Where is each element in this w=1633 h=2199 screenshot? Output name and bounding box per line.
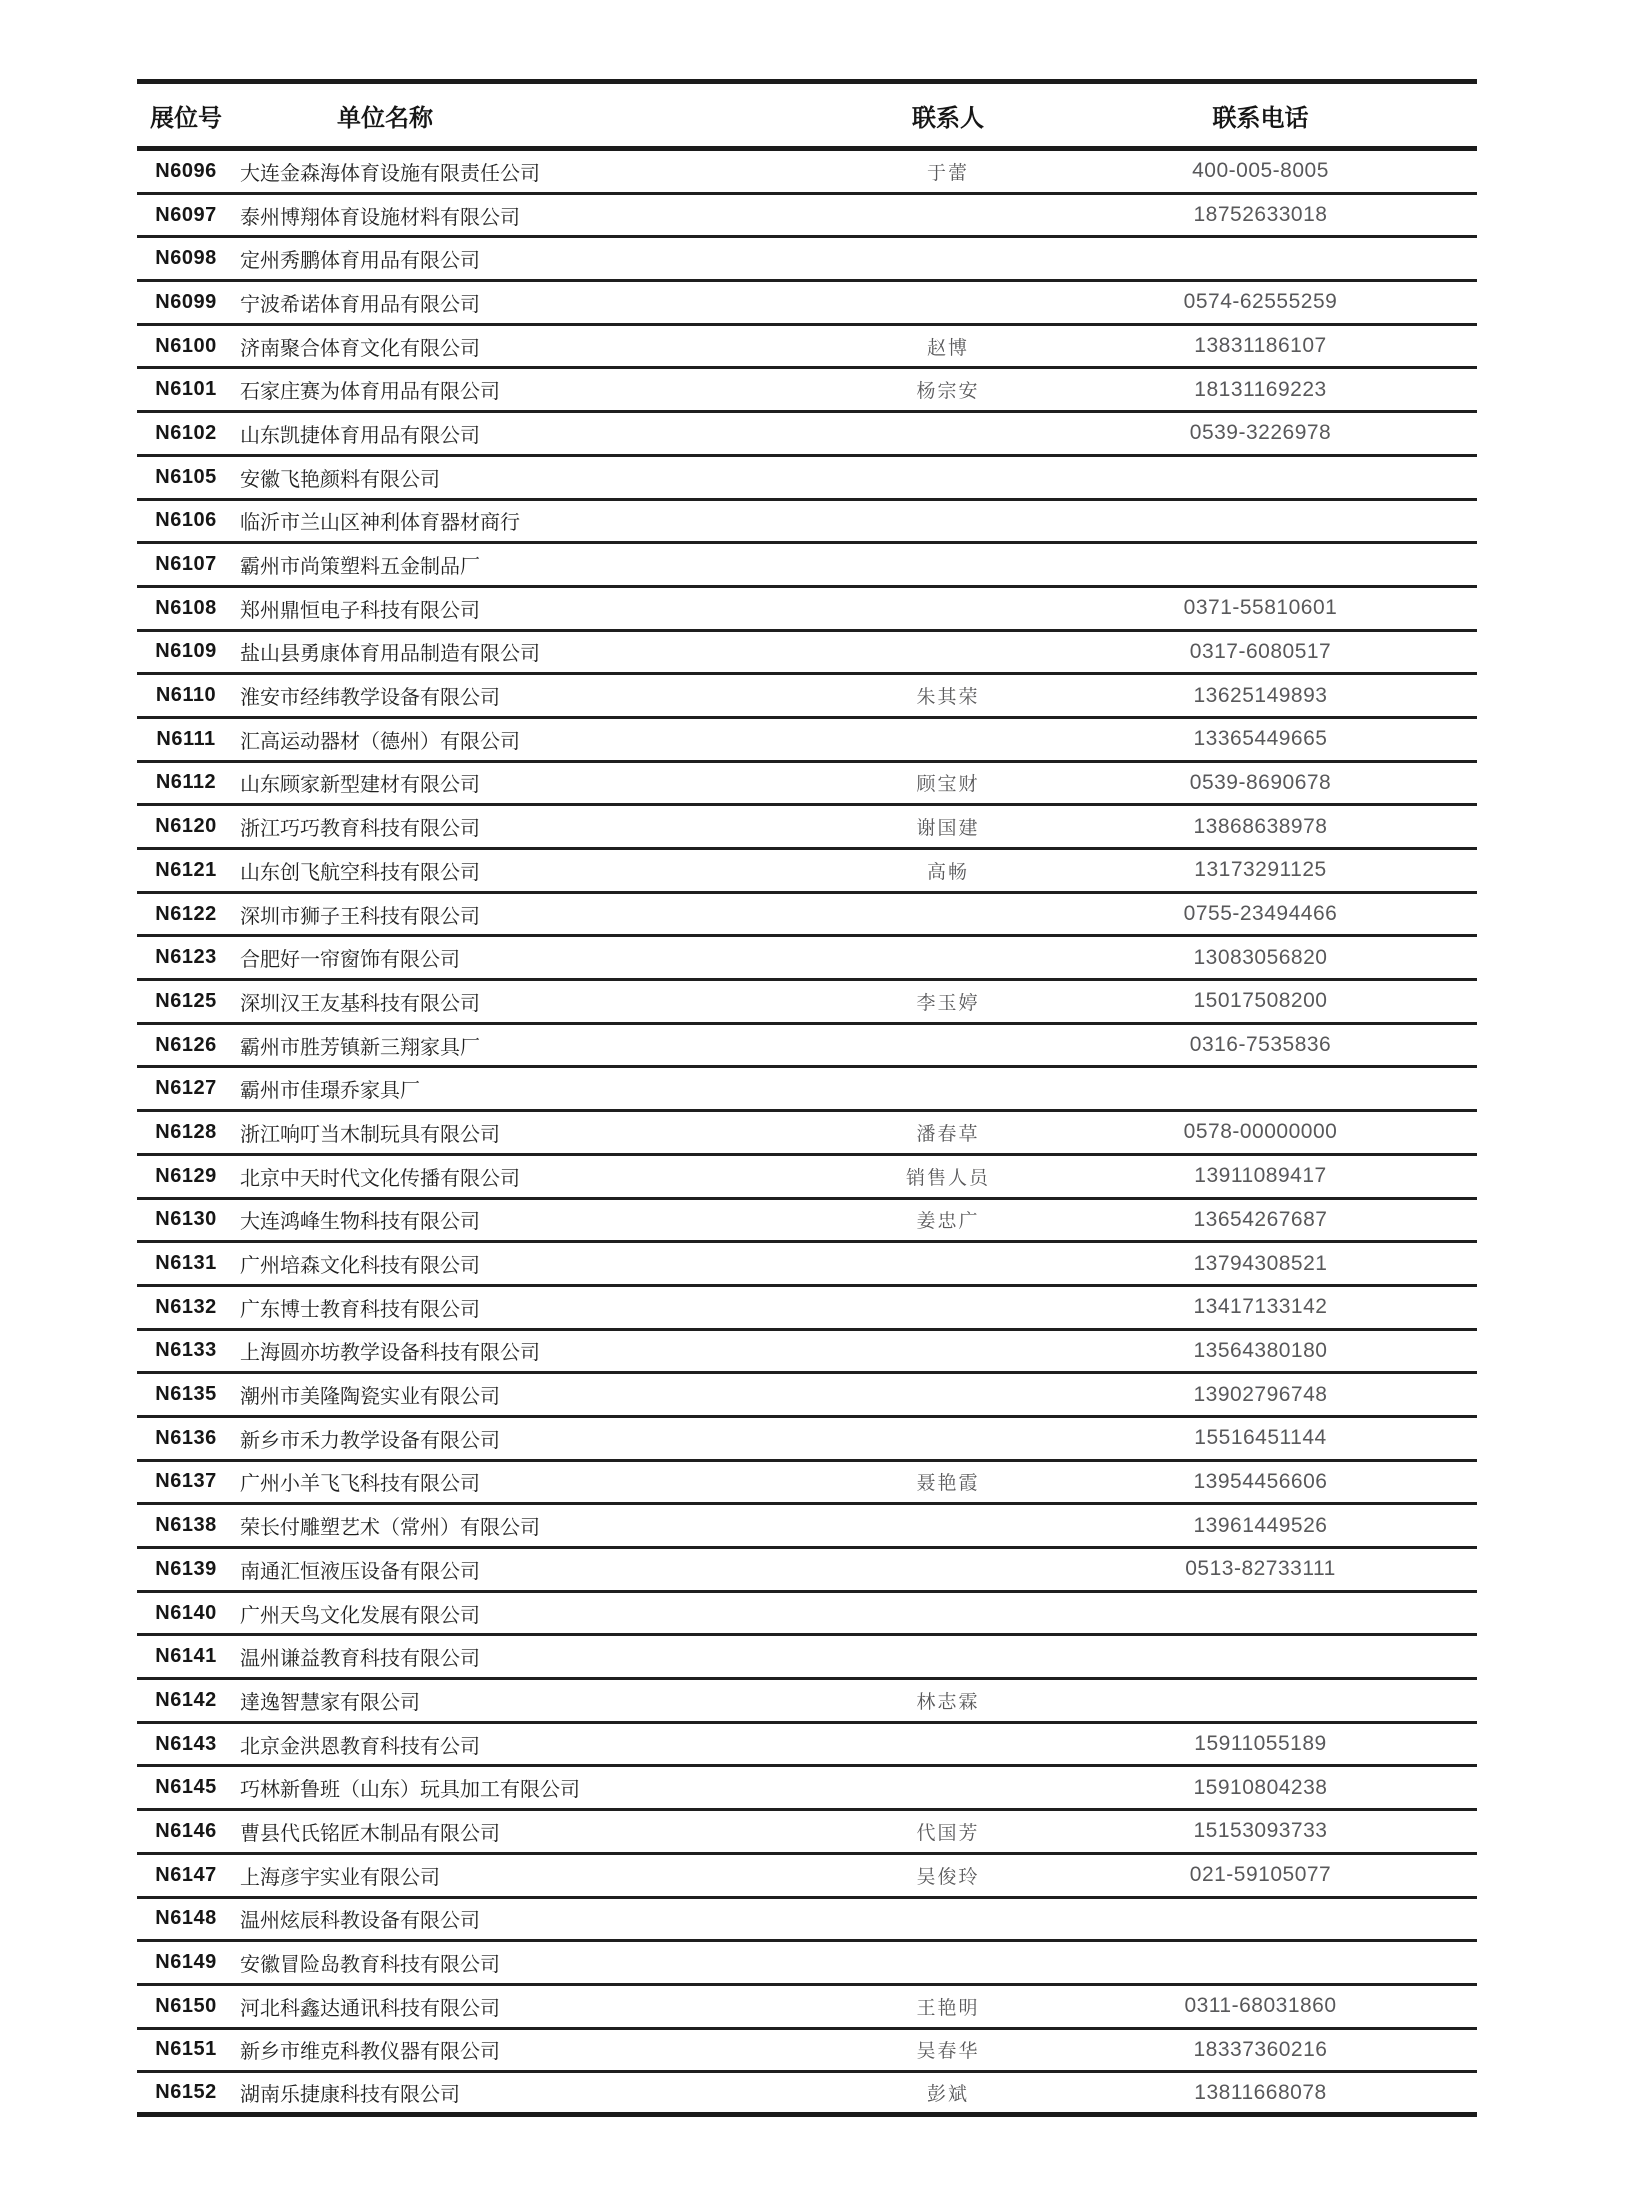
booth-cell: N6149: [155, 1951, 217, 1974]
company-cell: 宁波希诺体育用品有限公司: [240, 293, 480, 316]
company-cell: 合肥好一帘窗饰有限公司: [240, 949, 460, 972]
company-cell: 泰州博翔体育设施材料有限公司: [240, 206, 520, 229]
header-company-name-label: 单位名称: [337, 104, 433, 132]
phone-cell: 13954456606: [1193, 1469, 1328, 1493]
company-cell: 山东凯捷体育用品有限公司: [240, 424, 480, 447]
booth-cell: N6107: [155, 553, 217, 576]
company-cell: 山东创飞航空科技有限公司: [240, 861, 480, 884]
booth-cell: N6127: [155, 1077, 217, 1100]
contact-cell: 谢国建: [916, 818, 980, 840]
company-cell: 浙江巧巧教育科技有限公司: [240, 818, 480, 841]
company-cell: 新乡市禾力教学设备有限公司: [240, 1429, 500, 1452]
table-row: [137, 1243, 1477, 1287]
booth-cell: N6143: [155, 1732, 217, 1755]
company-cell: 盐山县勇康体育用品制造有限公司: [240, 643, 540, 666]
table-row: [137, 1156, 1477, 1200]
booth-cell: N6109: [155, 640, 217, 663]
table-row: [137, 1374, 1477, 1418]
table-row: [137, 501, 1477, 545]
table-row: [137, 1855, 1477, 1899]
phone-cell: 0317-6080517: [1189, 639, 1332, 663]
booth-cell: N6111: [156, 727, 216, 750]
table-row: [137, 1549, 1477, 1593]
table-row: [137, 894, 1477, 938]
phone-cell: 0311-68031860: [1184, 1994, 1337, 2018]
company-cell: 潮州市美隆陶瓷实业有限公司: [240, 1386, 500, 1409]
booth-cell: N6152: [155, 2081, 217, 2104]
contact-cell: 聂艳霞: [916, 1473, 980, 1495]
company-cell: 北京金洪恩教育科技有公司: [240, 1735, 480, 1758]
booth-cell: N6126: [155, 1033, 217, 1056]
contact-cell: 吴春华: [916, 2041, 980, 2063]
booth-cell: N6131: [155, 1252, 217, 1275]
table-row: [137, 1505, 1477, 1549]
table-row: [137, 675, 1477, 719]
booth-cell: N6098: [155, 247, 217, 270]
contact-cell: 李玉婷: [916, 992, 980, 1014]
company-cell: 济南聚合体育文化有限公司: [240, 337, 480, 360]
contact-cell: 于蕾: [926, 162, 969, 184]
company-cell: 霸州市胜芳镇新三翔家具厂: [240, 1036, 480, 1059]
contact-cell: 林志霖: [916, 1691, 980, 1713]
table-row: [137, 1767, 1477, 1811]
phone-cell: 0316-7535836: [1189, 1033, 1332, 1057]
company-cell: 荣长付雕塑艺术（常州）有限公司: [240, 1517, 540, 1540]
booth-cell: N6150: [155, 1994, 217, 2017]
company-cell: 深圳汉王友基科技有限公司: [240, 992, 480, 1015]
phone-cell: 0539-8690678: [1189, 770, 1332, 794]
company-cell: 安徽冒险岛教育科技有限公司: [240, 1954, 500, 1977]
table-row: [137, 1680, 1477, 1724]
company-cell: 湖南乐捷康科技有限公司: [240, 2084, 460, 2107]
contact-cell: 赵博: [926, 337, 969, 359]
phone-cell: 0574-62555259: [1183, 290, 1338, 314]
company-cell: 浙江响叮当木制玩具有限公司: [240, 1123, 500, 1146]
table-row: [137, 1593, 1477, 1637]
table-row: [137, 2030, 1477, 2074]
phone-cell: 15911055189: [1194, 1732, 1327, 1756]
company-cell: 達逸智慧家有限公司: [240, 1691, 420, 1714]
company-cell: 广州小羊飞飞科技有限公司: [240, 1473, 480, 1496]
booth-cell: N6099: [155, 290, 217, 313]
table-row: [137, 151, 1477, 195]
company-cell: 安徽飞艳颜料有限公司: [240, 468, 440, 491]
booth-cell: N6121: [155, 858, 217, 881]
booth-cell: N6136: [155, 1426, 217, 1449]
booth-cell: N6139: [155, 1557, 217, 1580]
booth-cell: N6138: [155, 1514, 217, 1537]
company-cell: 大连金森海体育设施有限责任公司: [240, 162, 540, 185]
phone-cell: 13625149893: [1193, 683, 1328, 707]
booth-cell: N6130: [155, 1208, 217, 1231]
table-row: [137, 1724, 1477, 1768]
company-cell: 汇高运动器材（德州）有限公司: [240, 730, 520, 753]
company-cell: 上海彦宇实业有限公司: [240, 1866, 440, 1889]
company-cell: 霸州市尚策塑料五金制品厂: [240, 556, 480, 579]
header-company-name: [235, 98, 852, 133]
booth-cell: N6105: [155, 465, 217, 488]
booth-cell: N6132: [155, 1295, 217, 1318]
table-row: [137, 1986, 1477, 2030]
booth-cell: N6102: [155, 421, 217, 444]
company-cell: 广州天鸟文化发展有限公司: [240, 1604, 480, 1627]
booth-cell: N6096: [155, 159, 217, 182]
contact-cell: 杨宗安: [916, 381, 980, 403]
table-row: [137, 1942, 1477, 1986]
table-row: [137, 1899, 1477, 1943]
booth-cell: N6125: [155, 989, 217, 1012]
contact-cell: 王艳明: [916, 1997, 980, 2019]
table-row: [137, 1068, 1477, 1112]
phone-cell: 15153093733: [1193, 1819, 1328, 1843]
company-cell: 石家庄赛为体育用品有限公司: [240, 381, 500, 404]
company-cell: 定州秀鹏体育用品有限公司: [240, 250, 480, 273]
table-row: [137, 326, 1477, 370]
table-row: [137, 369, 1477, 413]
table-row: [137, 1200, 1477, 1244]
phone-cell: 15017508200: [1193, 989, 1328, 1013]
booth-cell: N6140: [155, 1601, 217, 1624]
table-row: [137, 544, 1477, 588]
booth-cell: N6142: [155, 1688, 217, 1711]
company-cell: 北京中天时代文化传播有限公司: [240, 1167, 520, 1190]
company-cell: 大连鸿峰生物科技有限公司: [240, 1211, 480, 1234]
phone-cell: 0755-23494466: [1183, 902, 1338, 926]
company-cell: 河北科鑫达通讯科技有限公司: [240, 1997, 500, 2020]
booth-cell: N6123: [155, 946, 217, 969]
booth-cell: N6112: [155, 771, 217, 794]
booth-cell: N6146: [155, 1819, 217, 1842]
contact-cell: 姜忠广: [916, 1211, 980, 1233]
company-cell: 广州培森文化科技有限公司: [240, 1255, 480, 1278]
table-row: [137, 763, 1477, 807]
table-row: [137, 1418, 1477, 1462]
company-cell: 新乡市维克科教仪器有限公司: [240, 2041, 500, 2064]
booth-cell: N6141: [155, 1645, 217, 1668]
booth-cell: N6108: [155, 596, 217, 619]
table-row: [137, 1636, 1477, 1680]
contact-cell: 高畅: [926, 861, 969, 883]
table-row: [137, 195, 1477, 239]
phone-cell: 15516451144: [1194, 1426, 1327, 1450]
phone-cell: 13083056820: [1193, 945, 1328, 969]
phone-cell: 13365449665: [1193, 727, 1328, 751]
contact-cell: 顾宝财: [916, 774, 980, 796]
booth-cell: N6097: [155, 203, 217, 226]
booth-cell: N6106: [155, 509, 217, 532]
booth-cell: N6151: [155, 2038, 217, 2061]
table-row: [137, 238, 1477, 282]
phone-cell: 18752633018: [1193, 203, 1328, 227]
contact-cell: 代国芳: [916, 1822, 980, 1844]
table-row: [137, 1112, 1477, 1156]
phone-cell: 13961449526: [1193, 1513, 1328, 1537]
phone-cell: 0539-3226978: [1189, 421, 1332, 445]
table-row: [137, 1287, 1477, 1331]
company-cell: 淮安市经纬教学设备有限公司: [240, 687, 500, 710]
phone-cell: 13902796748: [1193, 1382, 1328, 1406]
company-cell: 临沂市兰山区神利体育器材商行: [240, 512, 520, 535]
phone-cell: 13654267687: [1193, 1207, 1328, 1231]
table-row: [137, 457, 1477, 501]
table-row: [137, 806, 1477, 850]
phone-cell: 0578-00000000: [1183, 1120, 1338, 1144]
company-cell: 曹县代氏铭匠木制品有限公司: [240, 1822, 500, 1845]
table-row: [137, 1331, 1477, 1375]
company-cell: 深圳市狮子王科技有限公司: [240, 905, 480, 928]
contact-cell: 吴俊玲: [916, 1866, 980, 1888]
booth-cell: N6110: [155, 684, 217, 707]
table-row: [137, 937, 1477, 981]
table-body: [137, 151, 1477, 2117]
booth-cell: N6145: [155, 1776, 217, 1799]
booth-cell: N6148: [155, 1907, 217, 1930]
table-row: [137, 1025, 1477, 1069]
contact-cell: 潘春草: [916, 1123, 980, 1145]
table-row: [137, 632, 1477, 676]
phone-cell: 15910804238: [1193, 1775, 1328, 1799]
header-contact-phone: 联系电话: [1212, 104, 1309, 132]
booth-cell: N6129: [155, 1164, 217, 1187]
phone-cell: 18337360216: [1193, 2037, 1328, 2061]
table-row: [137, 719, 1477, 763]
header-contact-person: 联系人: [912, 104, 984, 132]
phone-cell: 13868638978: [1193, 814, 1328, 838]
company-cell: 南通汇恒液压设备有限公司: [240, 1560, 480, 1583]
phone-cell: 13173291125: [1194, 858, 1327, 882]
phone-cell: 13811668078: [1194, 2080, 1327, 2104]
contact-cell: 朱其荣: [916, 687, 980, 709]
booth-cell: N6120: [155, 815, 217, 838]
table-row: [137, 981, 1477, 1025]
header-booth-number: 展位号: [150, 104, 222, 132]
booth-cell: N6135: [155, 1383, 217, 1406]
phone-cell: 021-59105077: [1189, 1863, 1332, 1887]
phone-cell: 0513-82733111: [1185, 1557, 1336, 1581]
phone-cell: 400-005-8005: [1192, 159, 1329, 183]
phone-cell: 18131169223: [1194, 377, 1327, 401]
company-cell: 上海圆亦坊教学设备科技有限公司: [240, 1342, 540, 1365]
table-row: [137, 282, 1477, 326]
table-header-row: [137, 84, 1477, 151]
phone-cell: 13564380180: [1193, 1338, 1328, 1362]
table-row: [137, 413, 1477, 457]
company-cell: 巧林新鲁班（山东）玩具加工有限公司: [240, 1779, 580, 1802]
contact-cell: 彭斌: [926, 2084, 969, 2106]
booth-cell: N6147: [155, 1863, 217, 1886]
phone-cell: 13911089417: [1194, 1164, 1327, 1188]
table-row: [137, 1462, 1477, 1506]
phone-cell: 13417133142: [1193, 1295, 1328, 1319]
table-row: [137, 1811, 1477, 1855]
company-cell: 山东顾家新型建材有限公司: [240, 774, 480, 797]
table-row: [137, 2073, 1477, 2117]
booth-cell: N6137: [155, 1470, 217, 1493]
booth-cell: N6122: [155, 902, 217, 925]
company-cell: 广东博士教育科技有限公司: [240, 1298, 480, 1321]
company-cell: 温州谦益教育科技有限公司: [240, 1648, 480, 1671]
table-row: [137, 588, 1477, 632]
phone-cell: 13794308521: [1193, 1251, 1328, 1275]
company-cell: 霸州市佳璟乔家具厂: [240, 1080, 420, 1103]
booth-cell: N6100: [155, 334, 217, 357]
contact-cell: 销售人员: [905, 1167, 990, 1189]
phone-cell: 0371-55810601: [1183, 596, 1338, 620]
company-cell: 温州炫辰科教设备有限公司: [240, 1910, 480, 1933]
company-cell: 郑州鼎恒电子科技有限公司: [240, 599, 480, 622]
table-row: [137, 850, 1477, 894]
booth-cell: N6101: [155, 378, 217, 401]
exhibitor-table: [137, 79, 1477, 2117]
phone-cell: 13831186107: [1194, 334, 1327, 358]
booth-cell: N6128: [155, 1120, 217, 1143]
booth-cell: N6133: [155, 1339, 217, 1362]
